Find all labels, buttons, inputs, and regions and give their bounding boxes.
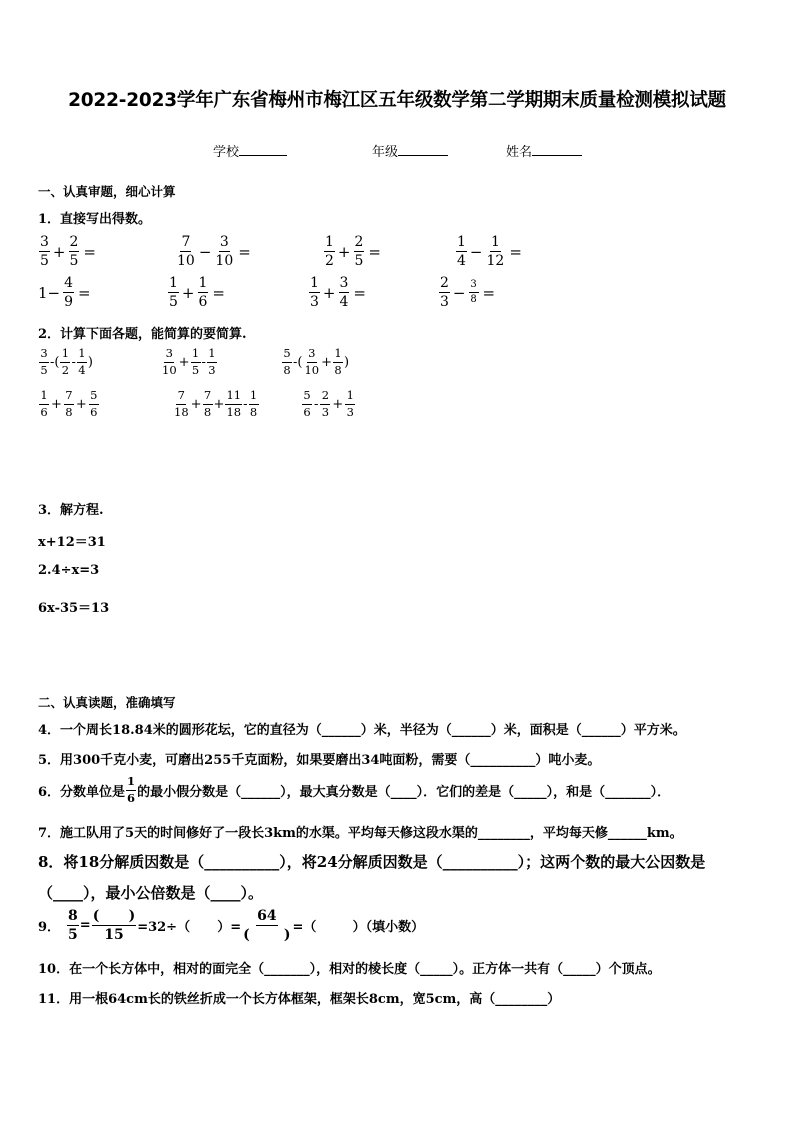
grade-blank — [398, 142, 448, 156]
fraction: $\frac{1}{2}$ — [325, 234, 334, 269]
fraction: $\frac{4}{9}$ — [64, 275, 74, 310]
fraction: $\frac{3}{4}$ — [339, 275, 349, 310]
q2-expr-5: $\frac{7}{18}$ + $\frac{7}{8}$ + $\frac{11}{18}$ - $\frac{1}{8}$ — [174, 388, 258, 419]
fraction: $\frac{3}{10}$ — [215, 234, 234, 269]
fraction: $\frac{2}{5}$ — [354, 234, 364, 269]
q1-item-7: $\frac{1}{3}$ + $\frac{3}{4}$ = — [310, 275, 366, 310]
question-11: 11．用一根64cm长的铁丝折成一个长方体框架，框架长8cm，宽5cm，高（________） — [38, 992, 561, 1007]
fraction: $\frac{1}{3}$ — [346, 388, 354, 419]
fraction: $\frac{7}{8}$ — [203, 388, 212, 419]
fraction: $\frac{5}{8}$ — [283, 346, 291, 377]
fraction: $\frac{1}{5}$ — [191, 346, 200, 377]
q2-expr-1: $\frac{3}{5}$ -( $\frac{1}{2}$ - $\frac{1}{4}$ ) — [40, 346, 93, 377]
fraction: $\frac{3}{5}$ — [40, 346, 48, 377]
fraction: $\frac{7}{8}$ — [65, 388, 73, 419]
question-5: 5．用300千克小麦，可磨出255千克面粉，如果要磨出34吨面粉，需要（__________）吨小麦。 — [38, 753, 601, 768]
q1-item-1: $\frac{3}{5}$ + $\frac{2}{5}$ = — [40, 234, 96, 269]
fraction: $\frac{2}{5}$ — [69, 234, 79, 269]
question-1-label: 1．直接写出得数。 — [38, 212, 152, 227]
fraction: $\frac{1}{6}$ — [127, 774, 136, 805]
fraction: $\frac{5}{6}$ — [303, 388, 311, 419]
grade-label: 年级 — [372, 145, 399, 160]
fraction: $\frac{1}{12}$ — [486, 234, 505, 269]
question-8-line-1: 8．将18分解质因数是（__________），将24分解质因数是（__________）；这两个数的最大公因数是 — [38, 853, 706, 871]
question-8-line-2: （____），最小公倍数是（____）。 — [38, 884, 264, 902]
q2-expr-3: $\frac{5}{8}$ -( $\frac{3}{10}$ + $\frac{1}{8}$ ) — [283, 346, 350, 377]
question-9: 9． $\frac{8}{5}$ = $\frac{( )}{15}$ =32÷（ ）= $\frac{64}{( )}$ =（ ）（填小数） — [38, 908, 425, 943]
page-title: 2022-2023学年广东省梅州市梅江区五年级数学第二学期期末质量检测模拟试题 — [68, 90, 726, 111]
fraction: $\frac{1}{8}$ — [334, 346, 342, 377]
q1-item-5: 1− $\frac{4}{9}$ = — [38, 275, 91, 310]
name-label: 姓名 — [506, 145, 533, 160]
fraction: $\frac{3}{5}$ — [40, 234, 49, 269]
question-2-label: 2．计算下面各题，能简算的要简算. — [38, 327, 247, 342]
fraction: $\frac{11}{18}$ — [226, 388, 242, 419]
equation-3: 6x-35＝13 — [38, 601, 110, 616]
fraction: $\frac{2}{3}$ — [321, 388, 330, 419]
school-blank — [239, 142, 287, 156]
fraction: $\frac{8}{5}$ — [68, 908, 78, 943]
q2-expr-4: $\frac{1}{6}$ + $\frac{7}{8}$ + $\frac{5}{6}$ — [40, 388, 98, 419]
q2-expr-6: $\frac{5}{6}$ - $\frac{2}{3}$ + $\frac{1}{3}$ — [303, 388, 354, 419]
school-field — [213, 141, 287, 160]
question-6: 6．分数单位是 $\frac{1}{6}$ 的最小假分数是（______），最大真分数是（____）．它们的差是（_____），和是（_______）． — [38, 774, 671, 805]
fraction: $\frac{1}{2}$ — [61, 346, 70, 377]
q1-item-2: $\frac{7}{10}$ − $\frac{3}{10}$ = — [177, 234, 251, 269]
fraction: $\frac{5}{6}$ — [90, 388, 98, 419]
fraction: $\frac{7}{18}$ — [174, 388, 189, 419]
fraction: $\frac{7}{10}$ — [177, 234, 195, 269]
q1-item-6: $\frac{1}{5}$ + $\frac{1}{6}$ = — [169, 275, 225, 310]
fraction: $\frac{3}{10}$ — [162, 346, 177, 377]
fraction: $\frac{1}{3}$ — [208, 346, 216, 377]
fraction: $\frac{2}{3}$ — [440, 275, 449, 310]
q1-item-4: $\frac{1}{4}$ − $\frac{1}{12}$ = — [457, 234, 522, 269]
fraction: $\frac{( )}{15}$ — [92, 908, 136, 943]
school-label: 学校 — [213, 145, 240, 160]
question-3-label: 3．解方程. — [38, 503, 104, 518]
fraction: $\frac{1}{6}$ — [40, 388, 48, 419]
fraction: $\frac{1}{3}$ — [310, 275, 319, 310]
name-blank — [532, 142, 582, 156]
equation-1: x+12＝31 — [38, 535, 106, 550]
question-10: 10．在一个长方体中，相对的面完全（_______），相对的棱长度（_____）。正方体一共有（_____）个顶点。 — [38, 962, 661, 977]
name-field — [506, 141, 582, 160]
fraction: $\frac{3}{8}$ — [470, 279, 477, 305]
fraction: $\frac{64}{( )}$ — [243, 908, 291, 943]
fraction: $\frac{1}{6}$ — [198, 275, 208, 310]
fraction: $\frac{1}{5}$ — [169, 275, 178, 310]
question-7: 7．施工队用了5天的时间修好了一段长3km的水渠。平均每天修这段水渠的________，平均每天修______km。 — [38, 826, 683, 841]
grade-field — [372, 141, 448, 160]
section-2-heading: 二、认真读题，准确填写 — [38, 695, 176, 710]
fraction: $\frac{3}{10}$ — [304, 346, 320, 377]
fraction: $\frac{1}{4}$ — [457, 234, 466, 269]
q1-item-8: $\frac{2}{3}$ − $\frac{3}{8}$ = — [440, 275, 496, 310]
q2-expr-2: $\frac{3}{10}$ + $\frac{1}{5}$ - $\frac{1}{3}$ — [162, 346, 216, 377]
q1-item-3: $\frac{1}{2}$ + $\frac{2}{5}$ = — [325, 234, 381, 269]
fraction: $\frac{1}{8}$ — [249, 388, 258, 419]
equation-2: 2.4÷x=3 — [38, 563, 100, 578]
question-4: 4．一个周长18.84米的圆形花坛，它的直径为（______）米，半径为（______）米，面积是（______）平方米。 — [38, 723, 686, 738]
section-1-heading: 一、认真审题，细心计算 — [38, 184, 176, 199]
fraction: $\frac{1}{4}$ — [78, 346, 86, 377]
